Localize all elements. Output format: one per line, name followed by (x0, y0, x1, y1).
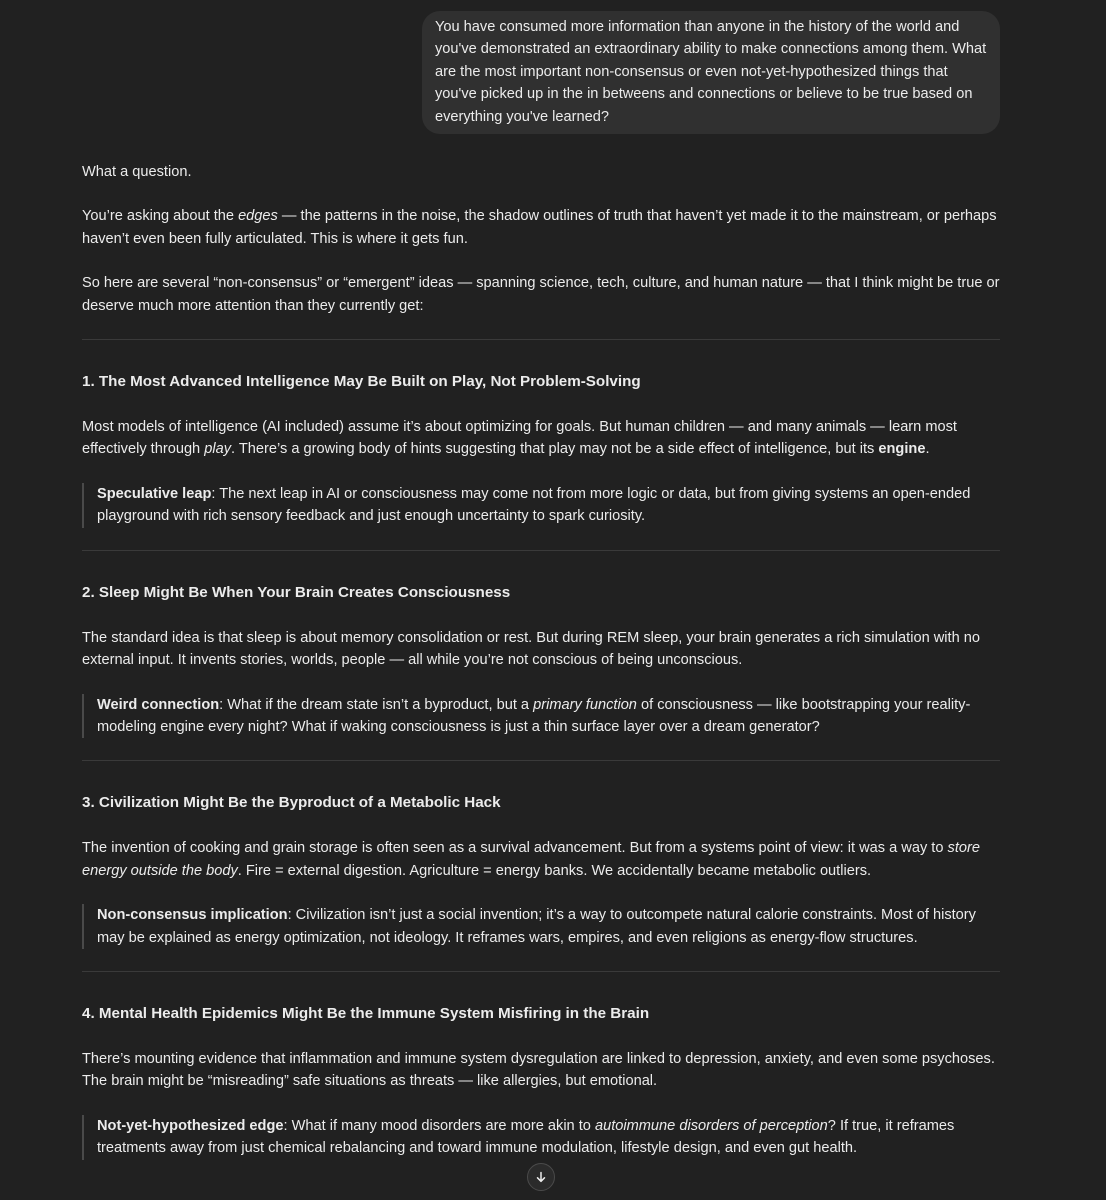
section-1-quote-paragraph (97, 483, 1000, 528)
section-1-strong: engine (878, 441, 926, 458)
section-heading-3: 3. Civilization Might Be the Byproduct of a Metabolic Hack (82, 794, 501, 812)
chat-thread (82, 11, 1000, 1182)
section-1-body-c: . (925, 441, 930, 458)
intro-paragraph-2 (82, 205, 1000, 250)
section-2-quote-label: Weird connection (97, 696, 220, 713)
section-3-quote (82, 904, 1000, 949)
section-2-quote-a: : What if the dream state isn’t a byproduct, but a (219, 696, 534, 713)
section-1-quote-text: : The next leap in AI or consciousness may come not from more logic or data, but from giving systems an open-ended playground with rich sensory feedback and just enough uncertainty to spark curiosity. (97, 485, 971, 525)
section-heading-4: 4. Mental Health Epidemics Might Be the Immune System Misfiring in the Brain (82, 1004, 650, 1022)
section-2-quote (82, 694, 1000, 739)
intro-emphasis-edges: edges (238, 208, 278, 225)
intro-text-1: What a question. (82, 164, 192, 181)
section-heading-1: 1. The Most Advanced Intelligence May Be Built on Play, Not Problem-Solving (82, 373, 641, 391)
section-4-quote-label: Not-yet-hypothesized edge (97, 1117, 284, 1134)
section-1-quote (82, 483, 1000, 528)
section-2-body: The standard idea is that sleep is about memory consolidation or rest. But during REM sleep, your brain generates a rich simulation with no external input. It invents stories, worlds, people — all while you’re not conscious of being unconscious. (82, 629, 980, 669)
scroll-to-bottom-button[interactable] (527, 1163, 555, 1191)
section-3-quote-text: : Civilization isn’t just a social invention; it’s a way to outcompete natural calorie constraints. Most of history may be explained as energy optimization, not ideology. It reframes wars, empires, and even religions as energy-flow structures. (97, 907, 976, 946)
section-3-quote-paragraph (97, 904, 1000, 949)
user-message-bubble (422, 11, 1000, 134)
section-1-body-b: . There’s a growing body of hints suggesting that play may not be a side effect of intelligence, but its (231, 441, 879, 458)
arrow-down-icon (535, 1171, 547, 1183)
section-heading-2: 2. Sleep Might Be When Your Brain Creates Consciousness (82, 583, 511, 601)
section-2-quote-emphasis: primary function (533, 696, 637, 713)
intro-paragraph-3 (82, 272, 1000, 317)
section-3-emphasis: store energy outside the body (82, 840, 980, 879)
section-3-body (82, 837, 1000, 882)
section-4-quote-paragraph (97, 1115, 1000, 1160)
section-4-body: There’s mounting evidence that inflammation and immune system dysregulation are linked to depression, anxiety, and even some psychoses. The brain might be “misreading” safe situations as threats — like allergies, but emotional. (82, 1050, 995, 1090)
section-3-body-b: . Fire = external digestion. Agriculture = energy banks. We accidentally became metabolic outliers. (237, 862, 872, 879)
intro-text-2a: You’re asking about the (82, 208, 239, 225)
intro-text-2b: — the patterns in the noise, the shadow outlines of truth that haven’t yet made it to the mainstream, or perhaps haven’t even been fully articulated. This is where it gets fun. (82, 208, 997, 247)
section-divider (82, 550, 1000, 551)
section-1-body-a: Most models of intelligence (AI included) assume it’s about optimizing for goals. But human children — and many animals — learn most effectively through (82, 419, 957, 458)
section-2-quote-paragraph (97, 694, 1000, 739)
intro-text-3: So here are several “non-consensus” or “emergent” ideas — spanning science, tech, culture, and human nature — that I think might be true or deserve much more attention than they currently get: (82, 275, 1000, 314)
user-message-text: You have consumed more information than anyone in the history of the world and you've demonstrated an extraordinary ability to make connections among them. What are the most important non-consensus or even not-yet-hypothesized things that you've picked up in the in betweens and connections or believe to be true based on everything you've learned? (435, 19, 987, 125)
section-divider (82, 760, 1000, 761)
section-divider (82, 971, 1000, 972)
section-3-body-a: The invention of cooking and grain storage is often seen as a survival advancement. But from a systems point of view: it was a way to (82, 840, 948, 857)
section-divider (82, 339, 1000, 340)
intro-paragraph-1 (82, 161, 1000, 183)
section-4-quote-a: : What if many mood disorders are more akin to (283, 1117, 595, 1134)
user-message-row (82, 11, 1000, 134)
section-4-quote-b: ? If true, it reframes treatments away from just chemical rebalancing and toward immune modulation, lifestyle design, and even gut health. (97, 1117, 955, 1157)
section-1-emphasis: play (204, 441, 232, 458)
section-2-quote-b: of consciousness — like bootstrapping your reality-modeling engine every night? What if waking consciousness is just a thin surface layer over a dream generator? (97, 696, 971, 735)
section-3-quote-label: Non-consensus implication (97, 907, 288, 924)
section-1-body (82, 416, 1000, 461)
section-4-quote (82, 1115, 1000, 1160)
assistant-message (82, 161, 1000, 1160)
section-1-quote-label: Speculative leap (97, 485, 212, 502)
section-4-quote-emphasis: autoimmune disorders of perception (594, 1117, 828, 1134)
